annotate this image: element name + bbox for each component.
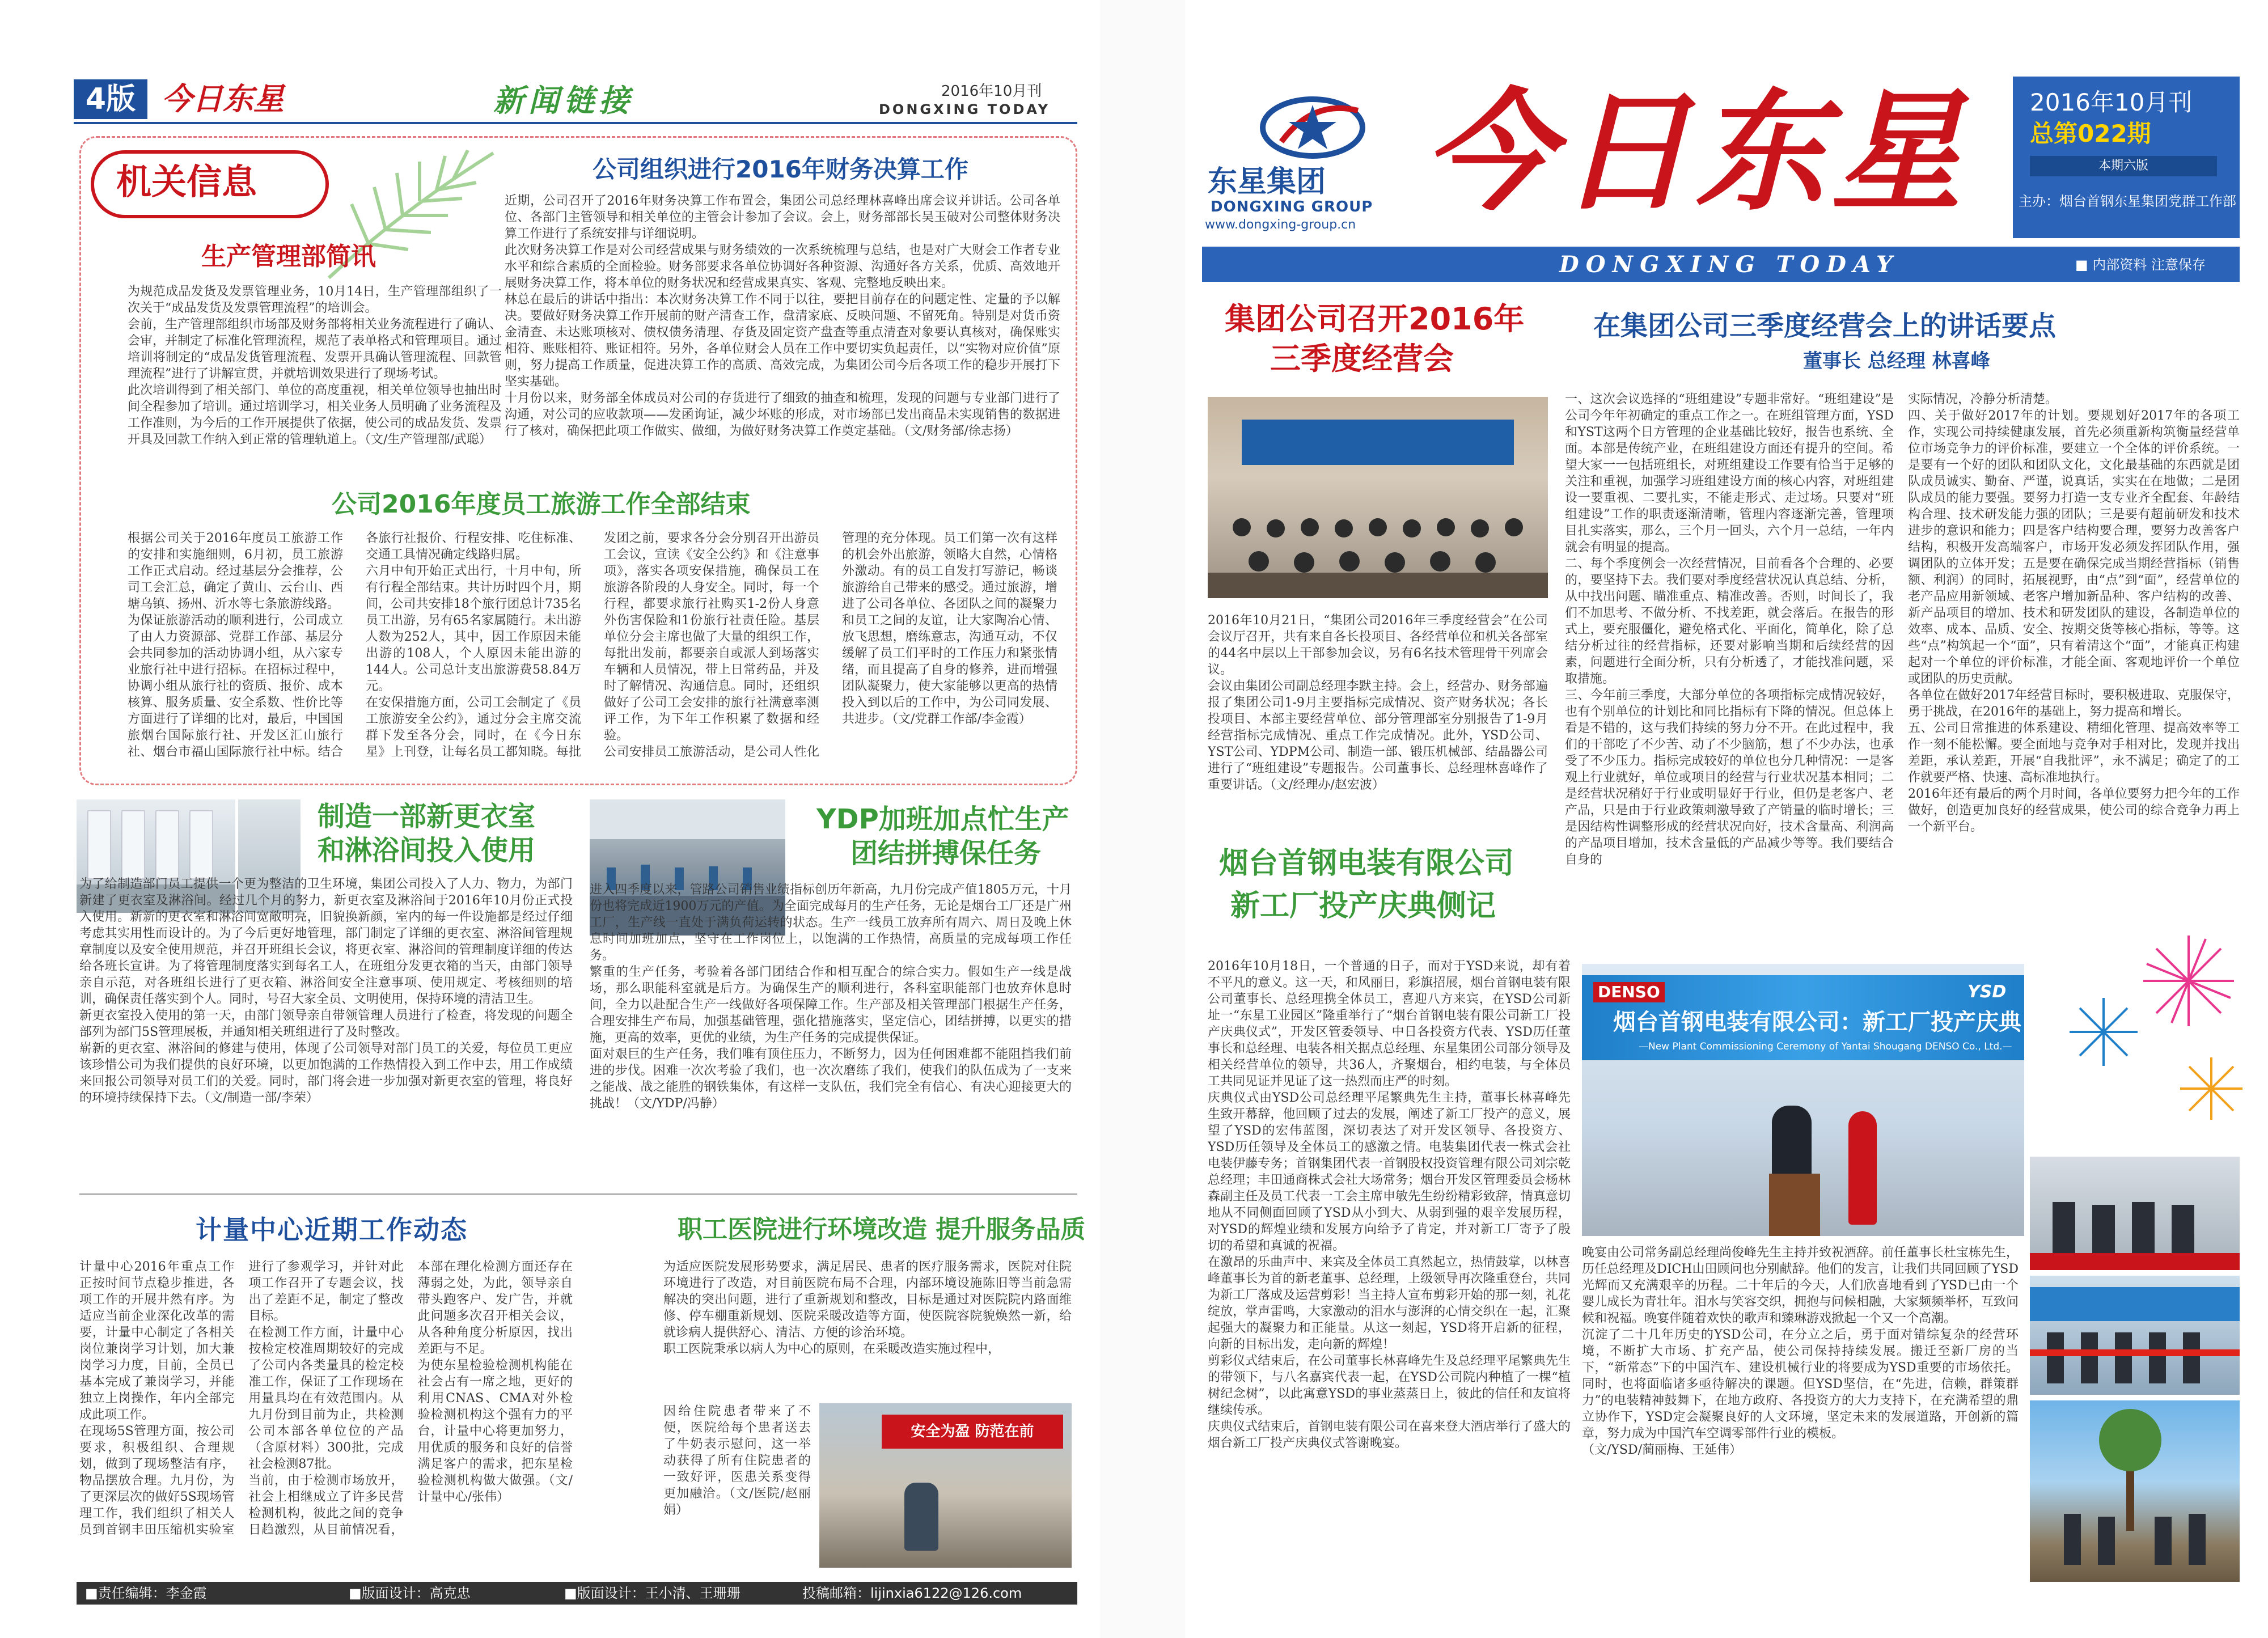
b3-banner-en: —New Plant Commissioning Ceremony of Yantai Shougang DENSO Co., Ltd.— [1639,1041,2012,1052]
fireworks-icon [2024,919,2262,1157]
logo-cn: 东星集团 [1208,165,1326,199]
a6-title: 计量中心近期工作动态 [196,1214,468,1245]
left-page [0,0,1100,1638]
b1-photo-meeting-hall [1208,397,1548,598]
b3-banner-brand-left: DENSO [1593,982,1665,1002]
section-name: 新闻链接 [493,83,634,118]
b3-body-2: 晚宴由公司常务副总经理尚俊峰先生主持并致祝酒辞。前任董事长杜宝栋先生，历任总经理及DICH山田顾问也分别献辞。他们的发言，让我们共同回顾了YSD光辉而又充满艰辛的历程。二十年后的今天，人们欣喜地看到了YSD已由一个婴儿成长为青壮年。泪水与笑容交织，拥抱与问候相融，大家频频举杯，互致问候和祝福。晚宴伴随着欢快的歌声和臻琳游戏掀起一个又一个高潮。 沉淀了二十几年历史的YSD公司，在分立之后，勇于面对错综复杂的经营环境，不断扩大市场、扩充产品，使公司保持持续发展。搬迁至新厂房的当下，“新常态”下的中国汽车、建设机械行业的将要成为YSD重要的市场依托。同时，也将面临诸多亟待解决的课题。但YSD坚信，在“先进，信赖，群策群力”的电装精神鼓舞下，在地方政府、各投资方的大力支持下，在充满希望的鼎立协作下，YSD定会凝聚良好的人文环境，坚定未来的发展道路，开创新的篇章，努力成为中国汽车空调零部件行业的模板。 （文/YSD/蔺丽梅、王延伟） [1582,1246,2019,1457]
masthead-small: 今日东星 [162,81,284,117]
b3-photo-tree-planting [2030,1400,2240,1582]
right-page [1185,0,2268,1638]
a1-title: 生产管理部简讯 [201,242,376,271]
a7-safety-sign [882,1415,1063,1449]
edition-date: 2016年10月刊 [941,83,1042,100]
a2-body: 近期，公司召开了2016年财务决算工作布置会，集团公司总经理林喜峰出席会议并讲话。公司各单位、各部门主管领导和相关单位的主管会计参加了会议。会上，财务部部长吴玉破对公司整体财务决算工作进行了系统安排与详细说明。 此次财务决算工作是对公司经营成果与财务绩效的一次系统梳理与总结，也是对广大财会工作者专业水平和综合素质的全面检验。财务部要求各单位协调好各种资源、沟通好各方关系，优质、高效地开展财务决算工作，将本单位的财务状况和经营成果真实、客观、完整地反映出来。 林总在最后的讲话中指出：本次财务决算工作不同于以往，要把目前存在的问题定性、定量的予以解决。要做好财务决算工作开展前的财产清查工作，盘清家底、反映问题、不留死角。特别是对货币资金清查、未达账项核对、债权债务清理、存货及固定资产盘查等重点清查对象要认真核对，确保账实相符、账账相符、账证相符。另外，各单位财会人员在工作中要切实负起责任，以“实物对应价值”原则，努力提高工作质量，促进决算工作的高质、高效完成，为集团公司今后各项工作的稳步开展打下坚实基础。 十月份以来，财务部全体成员对公司的存货进行了细致的抽查和梳理，发现的问题与专业部门进行了沟通，对公司的应收款项——发函询证，减少坏账的形成，对市场部已发出商品未实现销售的数据进行了核对，确保把此项工作做实、做细，为做好财务决算工作奠定基础。（文/财务部/徐志扬） [505,194,1060,438]
b3-body-1: 2016年10月18日，一个普通的日子，而对于YSD来说，却有着不平凡的意义。这一天，和风丽日，彩旗招展，烟台首钢电装有限公司董事长、总经理携全体员工，喜迎八方来宾，在YSD公司新址一“东星工业园区”隆重举行了“烟台首钢电装有限公司新工厂投产庆典仪式”，开发区管委领导、中日各投资方代表、YSD历任董事长和总经理、电装各相关据点总经理、东星集团公司部分领导及相关经营单位的领导，共36人，齐聚烟台，相约电装，与全体员工共同见证并见证了这一热烈而庄严的时刻。 庆典仪式由YSD公司总经理平尾繁典先生主持，董事长林喜峰先生致开幕辞，他回顾了过去的发展，阐述了新工厂投产的意义，展望了YSD的宏伟蓝图，深切表达了对开发区领导、各投资方、YSD历任领导及全体员工的感激之情。电装集团代表一株式会社电装伊藤专务；首钢集团代表一首钢股权投资管理有限公司刘宗乾总经理；丰田通商株式会社大场常务；烟台开发区管理委员会杨林森副主任及员工代表一工会主席申敏先生纷纷精彩致辞，情真意切地从不同侧面回顾了YSD从小到大、从弱到强的艰辛发展历程，对YSD的辉煌业绩和发展方向给予了肯定，并对新工厂寄予了殷切的希望和真诚的祝福。 在激昂的乐曲声中、来宾及全体员工真然起立，热情鼓掌，以林喜峰董事长为首的新老董事、总经理，上级领导再次隆重登台，共同为新工厂落成及运营剪彩！当主持人宣布剪彩开始的那一刻，礼花绽放，掌声雷鸣，大家激动的泪水与澎湃的心情交织在一起，汇聚起强大的凝聚力和正能量。从这一刻起，YSD将开启新的征程，向新的目标出发，走向新的辉煌！ 剪彩仪式结束后，在公司董事长林喜峰先生及总经理平尾繁典先生的带领下，与八名嘉宾代表一起，在YSD公司院内种植了一棵“植树纪念树”，以此寓意YSD的事业蒸蒸日上，彼此的信任和友谊将继续传承。 庆典仪式结束后，首钢电装有限公司在喜来登大酒店举行了盛大的烟台新工厂投产庆典仪式答谢晚宴。 [1208,959,1571,1450]
b3-photo-guests [2030,1157,2240,1270]
a5-title-line1: YDP加班加点忙生产 [816,803,1069,835]
b1-photo-audience [1208,493,1548,598]
a7-worker-figure [904,1483,938,1551]
a6-body: 计量中心2016年重点工作正按时间节点稳步推进，各项工作的开展井然有序。为适应当前企业深化改革的需要，计量中心制定了各相关岗位兼岗学习计划，加大兼岗学习力度，目前，全员已基本完成了兼岗学习，并能独立上岗操作，年内全部完成此项工作。 在现场5S管理方面，按公司要求，积极组织、合理规划，做到了现场整洁有序，物品摆放合理。九月份，为了更深层次的做好5S现场管理工作，我们组织了相关人员到首钢丰田压缩机实验室进行了参观学习，并针对此项工作召开了专题会议，找出了差距不足，制定了整改目标。 在检测工作方面，计量中心按检定校准周期较好的完成了公司内各类量具的检定校准工作，保证了工作现场在用量具均在有效范围内。从九月份到目前为止，共检测公司本部各单位位的产品（含原材料）300批，完成社会检测87批。 当前，由于检测市场放开，社会上相继成立了许多民营检测机构，彼此之间的竞争日趋激烈，从目前情况看，本部在理化检测方面还存在薄弱之处，为此，领导亲自带头跑客户、发广告，并就此问题多次召开相关会议，从各种角度分析原因，找出差距与不足。 为使东星检验检测机构能在社会占有一席之地，更好的利用CNAS、CMA对外检验检测机构这个强有力的平台，计量中心将更加努力，用优质的服务和良好的信誉满足客户的需求，把东星检验检测机构做大做强。（文/计量中心/张伟） [79,1260,573,1537]
a4-title-line2: 和淋浴间投入使用 [318,835,536,866]
footer-email: 投稿邮箱：lijinxia6122@126.com [802,1585,1022,1601]
b1-title-line2: 三季度经营会 [1270,341,1454,376]
logo-url: www.dongxing-group.cn [1205,218,1356,232]
b3-podium [1769,1174,1820,1236]
pages-badge [2030,156,2217,176]
page-number-badge [74,79,147,119]
dongxing-star-logo-icon [1259,88,1366,162]
b2-body-1: 一、这次会议选择的“班组建设”专题非常好。“班组建设”是公司今年年初确定的重点工作之一。在班组管理方面，YSD和YST这两个日方管理的企业基础比较好，报告也系统、全面。本部是传统产业，在班组建设方面还有提升的空间。希望大家一一包括班组长，对班组建设工作要有恰当于足够的关注和重视，加强学习班组建设方面的核心内容，对班组建设一要重视、二要扎实，不能走形式、走过场。只要对“班组建设”工作的职责逐渐清晰，管理内容逐渐完善，管理项目扎实落实，那么，三个月一回头，六个月一总结，一年内就会有明显的提高。 二、每个季度例会一次经营情况，目前看各个合理的、必要的，要坚持下去。我们要对季度经营状况认真总结、分析，从中找出问题、瞄准重点、精准改善。否则，时间长了，我们不加思考、不做分析、不找差距，就会落后。在报告的形式上，要充服僵化，避免格式化、平面化，简单化，除了总结分析过往的经营指标，还要对影响当期和后续经营的因素，问题进行全面分析，只有分析透了，才能找准问题，采取措施。 三、今年前三季度，大部分单位的各项指标完成情况较好，也有个别单位的计划比和同比指标有下降的情况。但总体上看是不错的，这与我们持续的努力分不开。在此过程中，我们的干部吃了不少苦、动了不少脑筋，想了不少办法，也承受了不少压力。指标完成较好的单位也分几种情况：一是客观上行业就好，单位或项目的经营与行业状况基本相同；二是经营状况稍好于行业或明显好于行业，但仍是老客户、老产品，只是由于行业政策刺激导致了产销量的临时增长；三是因结构性调整形成的经营状况向好，技术含量高、利润高的产品项目增加，技术含量低的产品减少等等。我们要结合自身的 [1565,392,1894,867]
a7-title: 职工医院进行环境改造 提升服务品质 [678,1215,1086,1244]
a3-title: 公司2016年度员工旅游工作全部结束 [332,490,751,519]
edition-en: DONGXING TODAY [879,101,1051,117]
a3-body: 根据公司关于2016年度员工旅游工作的安排和实施细则，6月初，员工旅游工作正式启动。经过基层分会推荐，公司工会汇总，确定了黄山、云台山、西塘乌镇、扬州、沂水等七条旅游线路。 为保证旅游活动的顺利进行，公司成立了由人力资源部、党群工作部、基层分会共同参加的活动协调小组，从六家专业旅行社中进行招标。在招标过程中，协调小组从旅行社的资质、报价、成本核算、服务质量、安全系数、性价比等方面进行了详细的比对，最后，中国国旅烟台国际旅行社、开发区汇山旅行社、烟台市福山国际旅行社中标。结合各旅行社报价、行程安排、吃住标准、交通工具情况确定线路归属。 六月中旬开始正式出行，十月中旬，所有行程全部结束。共计历时四个月，期间，公司共安排18个旅行团总计735名员工出游，另有65名家属随行。未出游人数为252人，其中，因工作原因未能出游的108人，个人原因未能出游的144人。公司总计支出旅游费58.84万元。 在安保措施方面，公司工会制定了《员工旅游安全公约》，通过分会主席交流群下发至各分会，同时，在《今日东星》上刊登，让每名员工都知晓。每批发团之前，要求各分会分别召开出游员工会议，宣读《安全公约》和《注意事项》，落实各项安保措施，确保员工在旅游各阶段的人身安全。同时，每一个行程，都要求旅行社购买1-2份人身意外伤害保险和1份旅行社责任险。基层单位分会主席也做了大量的组织工作，每批出发前，都要亲自或派人到场落实车辆和人员情况，带上日常药品，并及时了解情况、沟通信息。同时，还组织做好了公司工会安排的旅行社满意率测评工作，为下年工作积累了数据和经验。 公司安排员工旅游活动，是公司人性化管理的充分体现。员工们第一次有这样的机会外出旅游，领略大自然，心情格外激动。有的员工自发打写游记，畅谈旅游给自己带来的感受。通过旅游，增进了公司各单位、各团队之间的凝聚力和员工之间的友谊，让大家陶冶心情、放飞思想，磨练意志，沟通互动，不仅缓解了员工们平时的工作压力和紧张情绪，而且提高了自身的修养，进而增强团队凝聚力，使大家能够以更高的热情投入到以后的工作中，为公司同发展、共进步。（文/党群工作部/李金霞） [128,531,1057,759]
a2-title: 公司组织进行2016年财务决算工作 [593,155,968,183]
b1-photo-screen [1242,420,1514,465]
section-divider [79,1193,1077,1195]
b3-photo-ribbon-cutting [2030,1276,2240,1395]
footer-proof: ■版面设计：王小清、王珊珊 [564,1585,741,1601]
a5-title-line2: 团结拼搏保任务 [850,837,1042,869]
b1-title-line1: 集团公司召开2016年 [1225,301,1525,337]
a7-safety-sign-text: 安全为盈 防范在前 [911,1423,1034,1440]
header-rule [74,122,1077,124]
b3-title-line1: 烟台首钢电装有限公司 [1219,846,1514,881]
page-spine [1100,0,1185,1638]
b3-banner-brand-right: YSD [1967,982,2007,1002]
b3-title-line2: 新工厂投产庆典侧记 [1230,889,1496,923]
sponsor: 主办：烟台首钢东星集团党群工作部 [2019,193,2236,209]
b2-subtitle: 董事长 总经理 林喜峰 [1803,350,1990,373]
a5-body: 进入四季度以来，管路公司销售业绩指标创历年新高，九月份完成产值1805万元，十月份也将完成近1900万元的产值。为全面完成每月的生产任务，无论是烟台工厂还是广州工厂，生产线一直处于满负荷运转的状态。生产一线员工放弃所有周六、周日及晚上休息时间加班加点，坚守在工作岗位上，以饱满的工作热情，高质量的完成每项工作任务。 繁重的生产任务，考验着各部门团结合作和相互配合的综合实力。假如生产一线是战场，那么职能科室就是后方。为确保生产的顺利进行，各科室职能部门也放弃休息时间，全力以赴配合生产一线做好各项保障工作。生产部及相关管理部门根据生产任务，合理安排生产布局，加强基础管理，强化措施落实，坚定信心，团结拼搏，以更实的措施，更高的效率，更优的业绩，为生产任务的完成提供保证。 面对艰巨的生产任务，我们唯有顶住压力，不断努力，因为任何困难都不能阻挡我们前进的步伐。困难一次次考验了我们，也一次次磨练了我们，使我们的队伍成为了一支来之能战、战之能胜的钢铁集体，有这样一支队伍，我们完全有信心、有决心迎接更大的挑战！（文/YDP/冯静） [590,883,1072,1111]
a4-body: 为了给制造部门员工提供一个更为整洁的卫生环境，集团公司投入了人力、物力，为部门新建了更衣室及淋浴间。经过几个月的努力，新更衣室及淋浴间于2016年10月份正式投入使用。新新的更衣室和淋浴间宽敞明亮，旧貌换新颜，室内的每一件设施都是经过仔细考虑其实用性而设计的。为了今后更好地管理，部门制定了详细的更衣室、淋浴间管理规章制度以及安全使用规范，并召开班组长会议，将更衣室、淋浴间的管理制度详细的传达给各班长宣讲。为了将管理制度落实到每名工人，在班组分发更衣箱的当天，由部门领导亲自示范，对各班组长进行了更衣箱、淋浴间安全注意事项、使用规定、考核细则的培训，确保责任落实到个人。同时，号召大家全员、文明使用，保持环境的清洁卫生。 新更衣室投入使用的第一天，由部门领导亲自带领管理人员进行了检查，将发现的问题全部列为部门5S管理展板，并通知相关班组进行了及时整改。 崭新的更衣室、淋浴间的修建与使用，体现了公司领导对部门员工的关爱，每位员工更应该珍惜公司为我们提供的良好环境，以更加饱满的工作热情投入到工作中去，用工作成绩来回报公司领导对员工们的关爱。同时，部门将会进一步加强对新更衣室的管理，将良好的环境持续保持下去。（文/制造一部/李荣） [79,877,573,1105]
internal-note: ■ 内部资料 注意保存 [2075,257,2206,273]
left-footer-bar [77,1582,1077,1605]
b1-body: 2016年10月21日，“集团公司2016年三季度经营会”在公司会议厅召开，共有来自各长投项目、各经营单位和机关各部室的44名中层以上干部参加会议，另有6名技术管理骨干列席会议。 会议由集团公司副总经理李默主持。会上，经营办、财务部遍报了集团公司1-9月主要指标完成情况、资产财务状况；各长投项目、本部主要经营单位、部分管理部室分别报告了1-9月经营指标完成情况、重点工作完成情况。此外，YSD公司、YST公司、YDPM公司、制造一部、锻压机械部、结晶器公司进行了“班组建设”专题报告。公司董事长、总经理林喜峰作了重要讲话。（文/经理办/赵宏波） [1208,613,1548,792]
footer-designer: ■版面设计：高克忠 [349,1585,471,1601]
page-number: 4版 [85,82,136,116]
jiguan-label: 机关信息 [116,161,257,202]
masthead-en-bar: DONGXING TODAY [1559,251,1899,278]
a7-photo-hospital-renovation [819,1403,1072,1568]
masthead-title: 今日东星 [1423,77,1967,228]
pages-badge-text: 本期六版 [2098,159,2148,173]
a7-body-1: 为适应医院发展形势要求，满足居民、患者的医疗服务需求，医院对住院环境进行了改造，对目前医院布局不合理，内部环境设施陈旧等当前急需解决的突出问题，进行了重新规划和整改，目标是通过对医院院内路面维修、停车棚重新规划、医院采暖改造等方面，使医院容院貌焕然一新，给就诊病人提供舒心、清洁、方便的诊治环境。 职工医院秉承以病人为中心的原则，在采暖改造实施过程中， [663,1260,1072,1356]
b3-photo-ceremony-stage [1582,964,2024,1236]
b2-body-2: 实际情况，冷静分析清楚。 四、关于做好2017年的计划。要规划好2017年的各项工作，实现公司持续健康发展，首先必须重新构筑衡量经营单位市场竞争力的评价标准，要建立一个全体的评价系统。一是要有一个好的团队和团队文化，文化最基础的东西就是团队成员诚实、勤奋、严谨，说真话，实实在在地做；二是团队成员的能力要强。要努力打造一支专业齐全配套、年龄结构合理、技术研发能力强的团队；三是要有超前研发和技术进步的意识和能力；四是客户结构要合理，要努力改善客户结构，积极开发高端客户，市场开发必须发挥团队作用，强调团队的立体开发；五是要在确保完成当期经营指标（销售额、利润）的同时，拓展视野，由“点”到“面”，经营单位的老产品应用新领域、老客户增加新品种、客户结构的改善、新产品项目的增加、技术和研发团队的建设，各制造单位的效率、成本、品质、安全、按期交货等核心指标，等等。这些“点”构筑起一个“面”，只有着清这个“面”，才能真正构建起对一个单位的评价标准，才能全面、客观地评价一个单位或团队的历史贡献。 各单位在做好2017年经营目标时，要积极进取、克服保守，勇于挑战，在2016年的基础上，努力提高和增长。 五、公司日常推进的体系建设、精细化管理、提高效率等工作一刻不能松懈。要全面地与竞争对手相对比，发现并找出差距，承认差距，开展“自我批评”，永不满足；确定了的工作就要严格、快速、高标准地执行。 2016年还有最后的两个月时间，各单位要努力把今年的工作做好，创造更加良好的经营成果，使公司的综合竞争力再上一个新平台。 [1908,392,2240,834]
footer-editor: ■责任编辑：李金霞 [85,1585,207,1601]
a7-body-2: 因给住院患者带来了不便，医院给每个患者送去了牛奶表示慰问，这一举动获得了所有住院患者的一致好评，医患关系变得更加融洽。（文/医院/赵丽娟） [663,1404,811,1517]
a4-title-line1: 制造一部新更衣室 [318,801,536,832]
b2-title: 在集团公司三季度经营会上的讲话要点 [1593,310,2057,342]
b3-host-figure [1848,1111,1877,1225]
a1-body: 为规范成品发货及发票管理业务，10月14日，生产管理部组织了一次关于“成品发货及发票管理流程”的培训会。 会前，生产管理部组织市场部及财务部将相关业务流程进行了确认、会审，并制定了标准化管理流程，规范了表单格式和管理项目。通过培训将制定的“成品发货管理流程、发票开具确认管理流程、回款管理流程”进行了讲解宣贯，并就培训效果进行了现场考试。 此次培训得到了相关部门、单位的高度重视，相关单位领导也抽出时间全程参加了培训。通过培训学习，相关业务人员明确了业务流程及工作准则，为今后的工作开展提供了依据，使公司的成品发货、发票开具及回款工作纳入到正常的管理轨道上。（文/生产管理部/武聪） [128,285,502,447]
edition-date-right: 2016年10月刊 [2030,88,2193,116]
b3-banner-title: 烟台首钢电装有限公司：新工厂投产庆典 [1613,1009,2021,1035]
issue-number: 总第022期 [2030,120,2151,147]
logo-en: DONGXING GROUP [1211,198,1373,215]
